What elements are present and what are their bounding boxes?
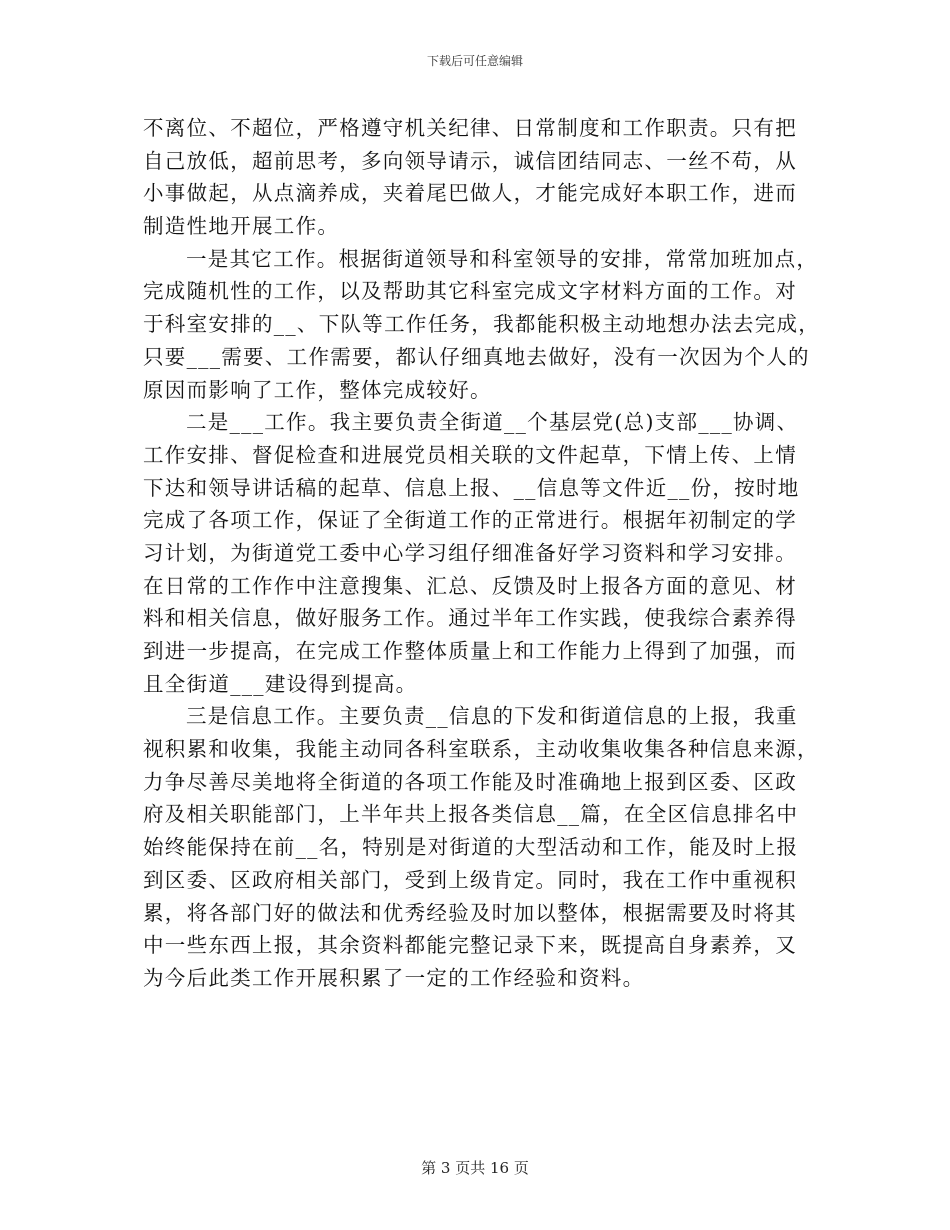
- text-line: 工作安排、督促检查和进展党员相关联的文件起草，下情上传、上情: [143, 442, 797, 467]
- text-line: 视积累和收集，我能主动同各科室联系，主动收集收集各种信息来源，: [143, 737, 819, 762]
- text-line: 原因而影响了工作，整体完成较好。: [143, 377, 492, 402]
- text-line: 于科室安排的__、下队等工作任务，我都能积极主动地想办法去完成，: [143, 312, 821, 337]
- text-line: 不离位、不超位，严格遵守机关纪律、日常制度和工作职责。只有把: [143, 116, 797, 140]
- text-line: 制造性地开展工作。: [143, 214, 340, 239]
- text-line: 府及相关职能部门，上半年共上报各类信息__篇，在全区信息排名中: [143, 802, 799, 827]
- text-line: 中一些东西上报，其余资料都能完整记录下来，既提高自身素养，又: [143, 933, 797, 958]
- paragraph-1: [143, 112, 808, 243]
- text-line: 二是___工作。我主要负责全街道__个基层党(总)支部___协调、: [186, 410, 799, 435]
- text-line: 小事做起，从点滴养成，夹着尾巴做人，才能完成好本职工作，进而: [143, 181, 797, 206]
- page-header: 下载后可任意编辑: [426, 54, 523, 68]
- text-line: 到进一步提高，在完成工作整体质量上和工作能力上得到了加强，而: [143, 639, 797, 663]
- text-line: 一是其它工作。根据街道领导和科室领导的安排，常常加班加点，: [186, 246, 819, 271]
- paragraph-3: [143, 406, 808, 700]
- text-line: 料和相关信息，做好服务工作。通过半年工作实践，使我综合素养得: [143, 606, 797, 631]
- text-line: 完成随机性的工作，以及帮助其它科室完成文字材料方面的工作。对: [143, 279, 797, 304]
- text-line: 到区委、区政府相关部门，受到上级肯定。同时，我在工作中重视积: [143, 867, 797, 892]
- page-number: 第 3 页共 16 页: [421, 1159, 529, 1177]
- text-line: 三是信息工作。主要负责__信息的下发和街道信息的上报，我重: [186, 704, 798, 729]
- text-line: 且全街道___建设得到提高。: [143, 671, 418, 696]
- text-line: 自己放低，超前思考，多向领导请示，诚信团结同志、一丝不苟，从: [143, 148, 797, 173]
- text-line: 习计划，为街道党工委中心学习组仔细准备好学习资料和学习安排。: [143, 540, 797, 565]
- text-line: 只要___需要、工作需要，都认仔细真地去做好，没有一次因为个人的: [143, 344, 810, 369]
- paragraph-4: [143, 700, 819, 994]
- text-line: 累，将各部门好的做法和优秀经验及时加以整体，根据需要及时将其: [143, 900, 797, 925]
- paragraph-2: [143, 243, 821, 406]
- document-body: [143, 112, 821, 995]
- text-line: 在日常的工作作中注意搜集、汇总、反馈及时上报各方面的意见、材: [143, 573, 797, 598]
- text-line: 为今后此类工作开展积累了一定的工作经验和资料。: [143, 965, 645, 990]
- text-line: 始终能保持在前__名，特别是对街道的大型活动和工作，能及时上报: [143, 835, 799, 860]
- text-line: 力争尽善尽美地将全街道的各项工作能及时准确地上报到区委、区政: [143, 769, 797, 794]
- text-line: 下达和领导讲话稿的起草、信息上报、__信息等文件近__份，按时地: [143, 475, 800, 500]
- text-line: 完成了各项工作，保证了全街道工作的正常进行。根据年初制定的学: [143, 508, 797, 533]
